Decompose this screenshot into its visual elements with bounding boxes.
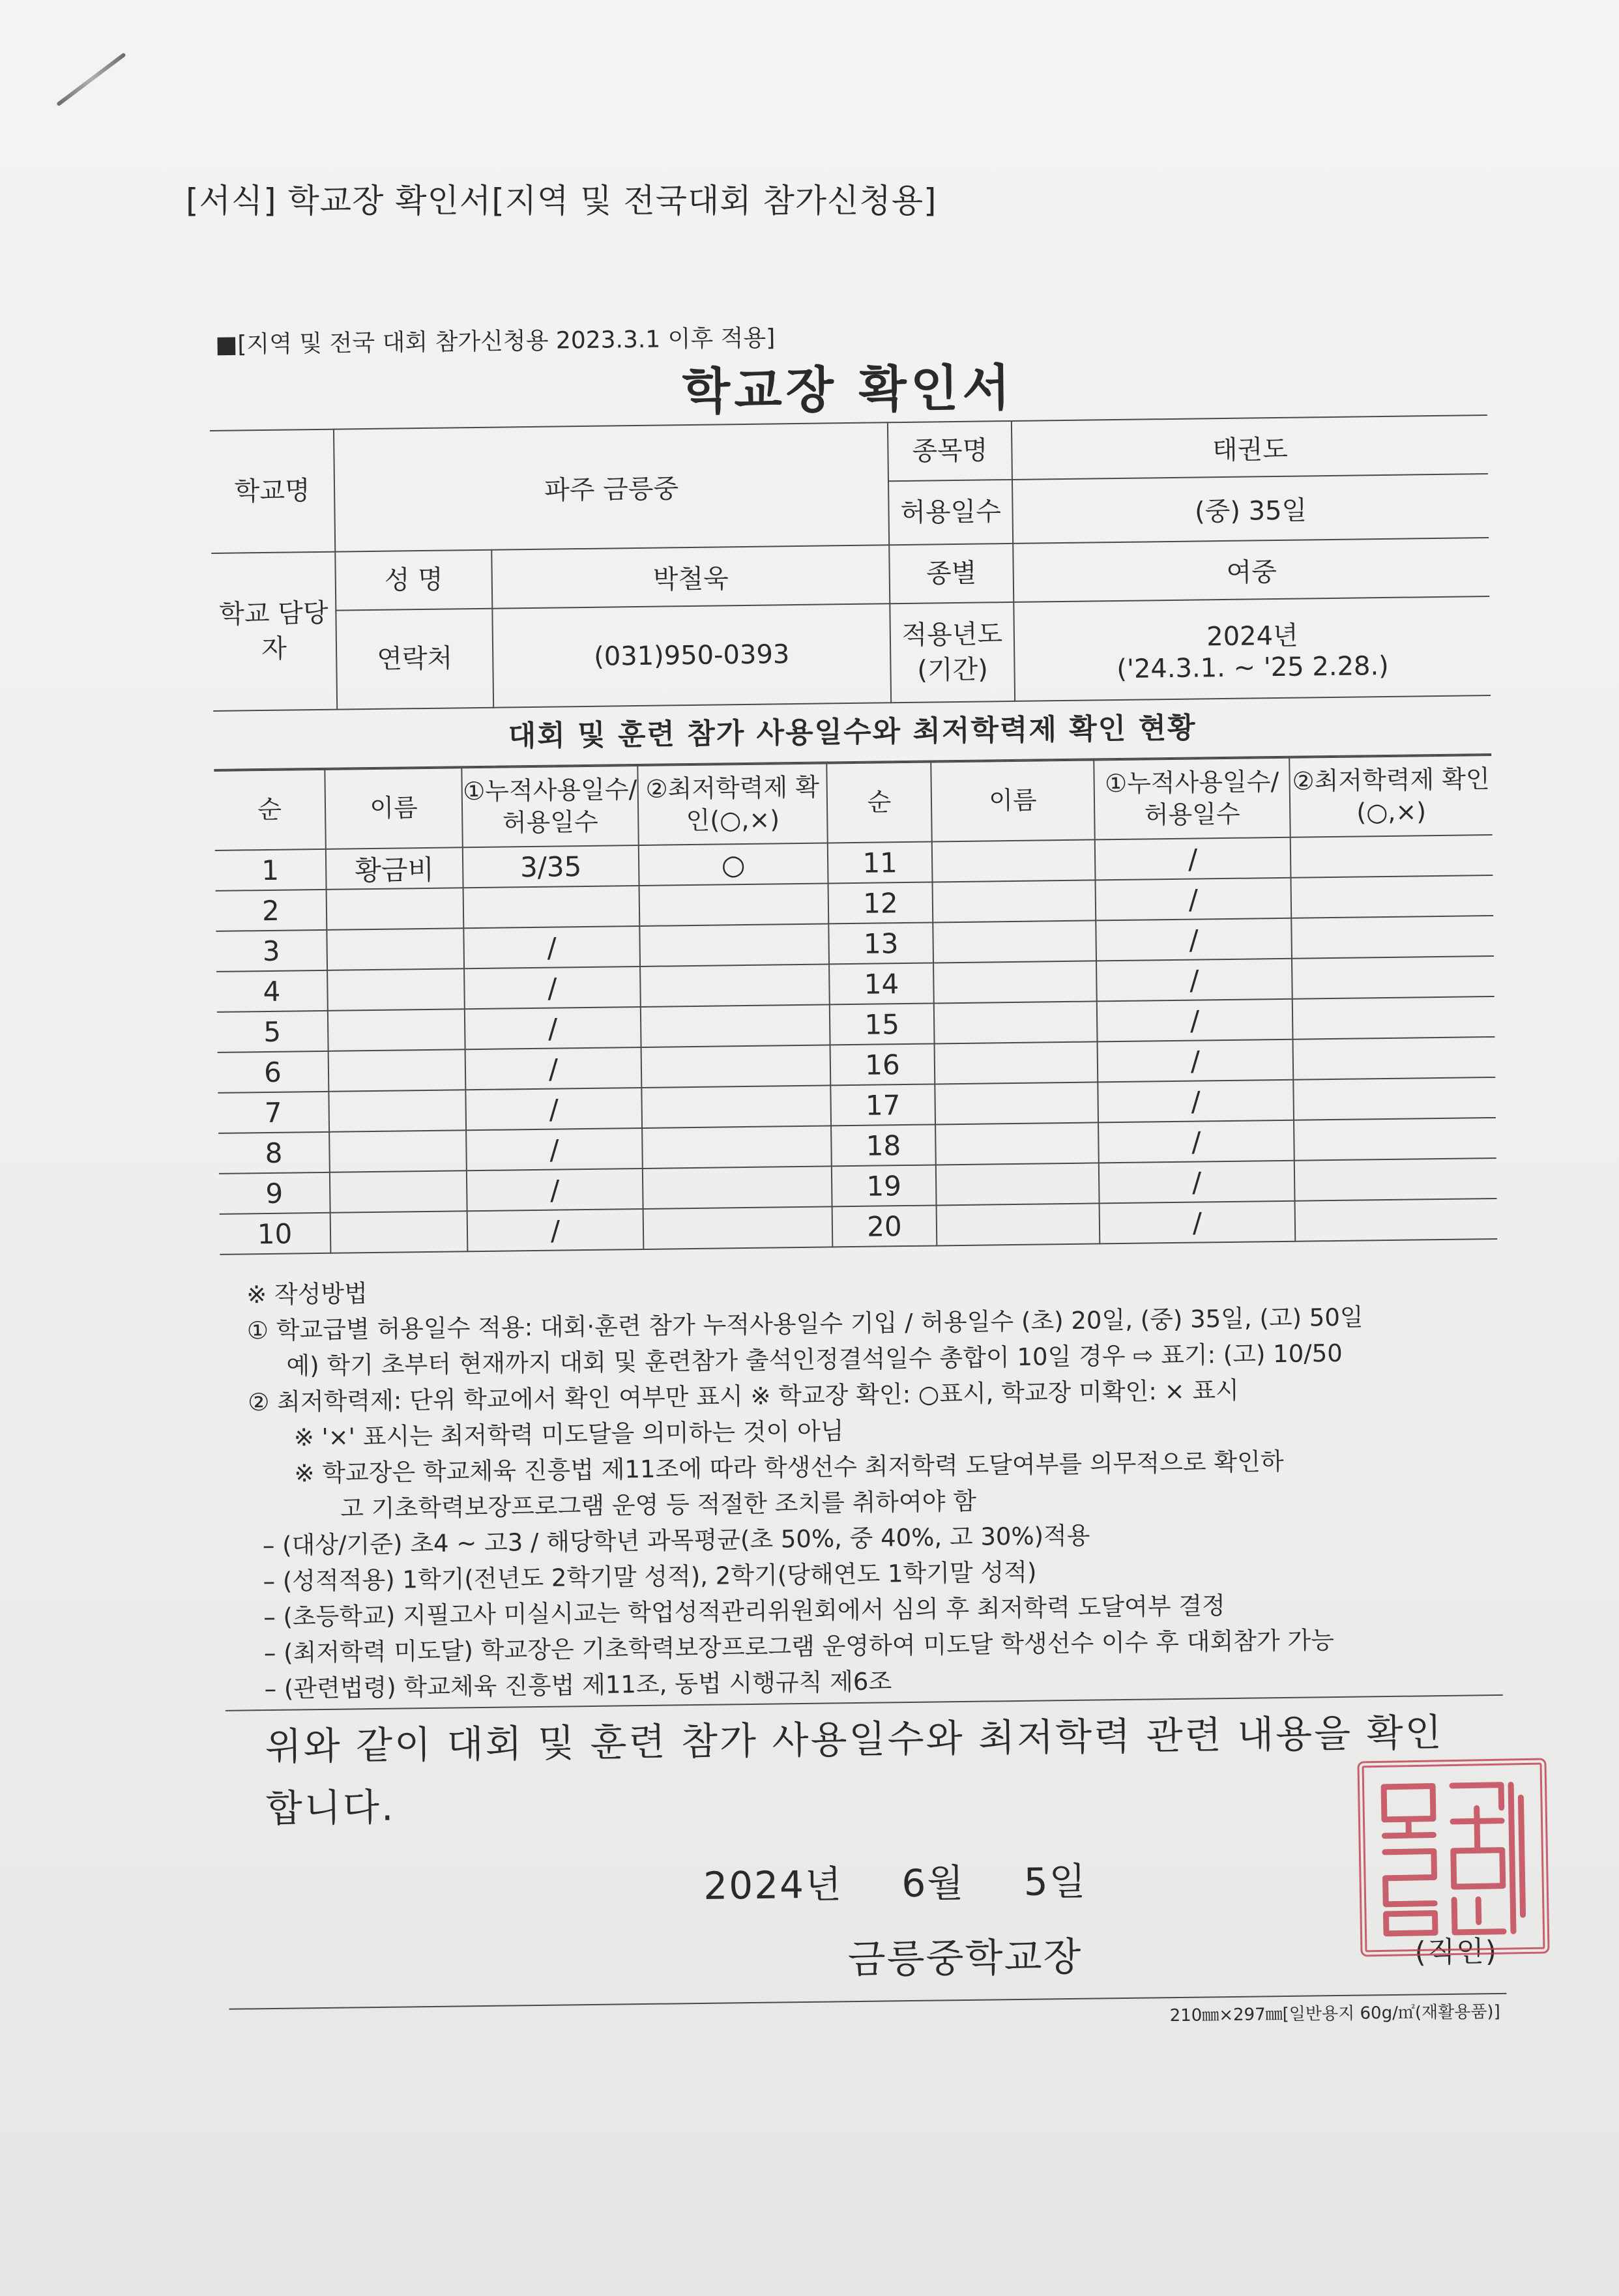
row-no: 6 [218, 1051, 329, 1093]
confirm-line-2: 합니다. [265, 1784, 396, 1831]
name-label: 성 명 [335, 550, 492, 611]
school-label: 학교명 [210, 429, 335, 553]
header-days-2: ①누적사용일수/허용일수 [1094, 758, 1290, 840]
row-name-2 [932, 839, 1096, 882]
header-academic: ②최저학력제 확인(○,×) [637, 763, 827, 845]
notes-section [220, 1262, 1503, 1707]
confirm-statement [226, 1701, 1504, 1840]
detail-5: – (관련법령) 학교체육 진흥법 제11조, 동법 시행규칙 제6조 [264, 1667, 892, 1704]
row-days: / [467, 1169, 643, 1211]
row-days: / [466, 1128, 643, 1170]
row-days-2: / [1096, 959, 1292, 1002]
date-month: 6월 [901, 1861, 965, 1906]
note-1-example: 예) 학기 초부터 현재까지 대회 및 훈련참가 출석인정결석일수 총합이 10일 경우 ⇨ 표기: (고) 10/50 [286, 1339, 1343, 1380]
row-academic-2 [1291, 835, 1493, 878]
row-name [327, 928, 464, 970]
row-academic-2 [1294, 1118, 1496, 1161]
date-year: 2024년 [703, 1862, 843, 1908]
row-academic-2 [1294, 1158, 1497, 1201]
period-year: 2024년 [1206, 620, 1298, 652]
category-value: 여중 [1013, 538, 1489, 602]
row-days-2: / [1100, 1201, 1296, 1244]
staple-mark [56, 52, 126, 106]
row-days-2: / [1097, 999, 1293, 1042]
info-table [210, 414, 1491, 770]
days-label: 허용일수 [888, 480, 1013, 545]
official-seal-stamp [1357, 1758, 1549, 1956]
row-name [328, 1049, 466, 1092]
row-days: / [464, 966, 641, 1009]
notice-line: ■[지역 및 전국 대회 참가신청용 2023.3.1 이후 적용] [215, 325, 776, 358]
header-name: 이름 [325, 768, 462, 849]
note-2: ② 최저학력제: 단위 학교에서 확인 여부만 표시 ※ 학교장 확인: ○표시, 학교장 미확인: × 표시 [247, 1376, 1240, 1417]
row-academic: ○ [639, 843, 828, 886]
row-academic [643, 1206, 833, 1249]
document-content [209, 310, 1507, 2038]
row-name-2 [934, 1001, 1098, 1043]
row-no-2: 19 [832, 1165, 937, 1206]
row-days-2: / [1098, 1080, 1294, 1123]
roster-header-row [214, 755, 1492, 850]
row-name-2 [935, 1122, 1099, 1165]
roster-table [214, 755, 1497, 1255]
detail-4: – (최저학력 미도달) 학교장은 기초학력보장프로그램 운영하여 미도달 학생선수 이수 후 대회참가 가능 [263, 1626, 1335, 1668]
row-no: 10 [220, 1213, 331, 1255]
header-no: 순 [214, 770, 325, 850]
row-days-2: / [1095, 878, 1291, 921]
paper-spec: 210㎜×297㎜[일반용지 60g/㎡(재활용품)] [1169, 2001, 1500, 2026]
header-name-2: 이름 [931, 760, 1094, 841]
row-days-2: / [1099, 1161, 1295, 1204]
row-no-2: 15 [830, 1003, 935, 1045]
period-value [1014, 596, 1491, 701]
row-academic [639, 923, 829, 966]
row-name-2 [935, 1041, 1098, 1084]
row-name-2 [933, 961, 1097, 1003]
row-days-2: / [1096, 918, 1292, 961]
note-2-a: ※ '×' 표시는 최저학력 미도달을 의미하는 것이 아님 [293, 1417, 844, 1452]
row-name-2 [937, 1203, 1100, 1245]
row-academic [641, 1004, 830, 1047]
principal-line [228, 1923, 1506, 1997]
contact-value: (031)950-0393 [492, 603, 891, 707]
staff-label: 학교 담당자 [211, 552, 337, 711]
row-name-2 [933, 880, 1096, 922]
days-value: (중) 35일 [1012, 474, 1489, 544]
row-academic-2 [1292, 956, 1495, 999]
row-no-2: 14 [829, 963, 934, 1004]
confirm-line-1: 위와 같이 대회 및 훈련 참가 사용일수와 최저학력 관련 내용을 확인 [265, 1710, 1444, 1769]
row-name [327, 888, 464, 930]
row-days: 3/35 [463, 845, 639, 888]
row-days: / [465, 1007, 641, 1049]
name-value: 박철욱 [491, 545, 890, 608]
row-no-2: 12 [828, 882, 933, 923]
row-no: 8 [218, 1132, 330, 1174]
row-no: 4 [216, 970, 328, 1012]
row-academic-2 [1295, 1199, 1498, 1242]
row-days: / [465, 1088, 642, 1130]
row-name: 황금비 [326, 847, 463, 890]
category-label: 종별 [889, 544, 1014, 603]
row-name [327, 968, 465, 1011]
row-academic [642, 1126, 832, 1169]
date-day: 5일 [1023, 1859, 1088, 1904]
sport-value: 태권도 [1012, 415, 1488, 480]
row-academic [641, 1085, 831, 1128]
row-name-2 [936, 1163, 1100, 1205]
header-days: ①누적사용일수/허용일수 [461, 766, 638, 847]
row-days-2: / [1095, 837, 1291, 880]
sport-label: 종목명 [888, 421, 1012, 481]
detail-2: – (성적적용) 1학기(전년도 2학기말 성적), 2학기(당해연도 1학기말 성적) [263, 1558, 1037, 1596]
detail-3: – (초등학교) 지필고사 미실시교는 학업성적관리위원회에서 심의 후 최저학력 도달여부 결정 [263, 1591, 1226, 1632]
row-name [330, 1211, 468, 1253]
row-no: 3 [216, 930, 327, 972]
row-no-2: 18 [831, 1124, 936, 1166]
note-2-b: ※ 학교장은 학교체육 진흥법 제11조에 따라 학생선수 최저학력 도달여부를 의무적으로 확인하 [294, 1447, 1284, 1488]
row-days-2: / [1098, 1039, 1294, 1083]
period-range: ('24.3.1. ~ '25 2.28.) [1116, 650, 1390, 684]
row-days: / [463, 926, 640, 968]
row-no: 5 [217, 1011, 328, 1053]
row-no: 2 [216, 890, 327, 931]
row-academic [641, 1045, 831, 1088]
row-no-2: 13 [828, 922, 933, 964]
note-2-b2: 고 기초학력보장프로그램 운영 등 적절한 조치를 취하여야 함 [340, 1487, 977, 1523]
row-no-2: 16 [830, 1043, 935, 1085]
detail-1: – (대상/기준) 초4 ~ 고3 / 해당학년 과목평균(초 50%, 중 40%, 고 30%)적용 [262, 1521, 1090, 1560]
form-header: [서식] 학교장 확인서[지역 및 전국대회 참가신청용] [186, 182, 937, 220]
period-label: 적용년도 (기간) [890, 602, 1015, 703]
principal-name: 금릉중학교장 [847, 1934, 1083, 1983]
row-academic [640, 964, 830, 1007]
row-no-2: 20 [832, 1205, 937, 1247]
sign-mark: (직인) [1414, 1935, 1498, 1969]
row-name [329, 1130, 467, 1172]
row-days: / [465, 1047, 642, 1090]
contact-label: 연락처 [336, 609, 493, 710]
row-name-2 [935, 1082, 1098, 1124]
row-name-2 [933, 920, 1096, 963]
note-1: ① 학교급별 허용일수 적용: 대회·훈련 참가 누적사용일수 기입 / 허용일수 (초) 20일, (중) 35일, (고) 50일 [246, 1303, 1364, 1345]
document-title: 학교장 확인서 [682, 358, 1015, 421]
issue-date [227, 1847, 1506, 1921]
row-no: 7 [218, 1092, 329, 1133]
school-name: 파주 금릉중 [334, 422, 889, 551]
row-academic-2 [1291, 875, 1493, 918]
row-name [328, 1090, 466, 1132]
row-name [328, 1009, 465, 1051]
row-days [463, 886, 640, 928]
row-academic [639, 883, 829, 926]
row-no: 9 [219, 1172, 330, 1214]
row-no-2: 11 [828, 842, 933, 884]
row-academic-2 [1292, 1037, 1495, 1080]
section-title: 대회 및 훈련 참가 사용일수와 최저학력제 확인 현황 [213, 695, 1491, 770]
row-no-2: 17 [830, 1084, 935, 1126]
row-days-2: / [1098, 1120, 1294, 1163]
roster-body [215, 835, 1497, 1255]
row-days: / [467, 1209, 644, 1251]
row-name [330, 1170, 467, 1213]
row-academic-2 [1292, 996, 1495, 1039]
row-no: 1 [215, 849, 327, 891]
row-academic-2 [1291, 916, 1494, 959]
seal-glyphs-icon [1371, 1771, 1536, 1943]
notes-title: ※ 작성방법 [246, 1279, 368, 1309]
header-academic-2: ②최저학력제 확인(○,×) [1289, 755, 1492, 837]
header-no-2: 순 [826, 763, 931, 843]
row-academic [643, 1166, 832, 1209]
row-academic-2 [1293, 1077, 1496, 1120]
